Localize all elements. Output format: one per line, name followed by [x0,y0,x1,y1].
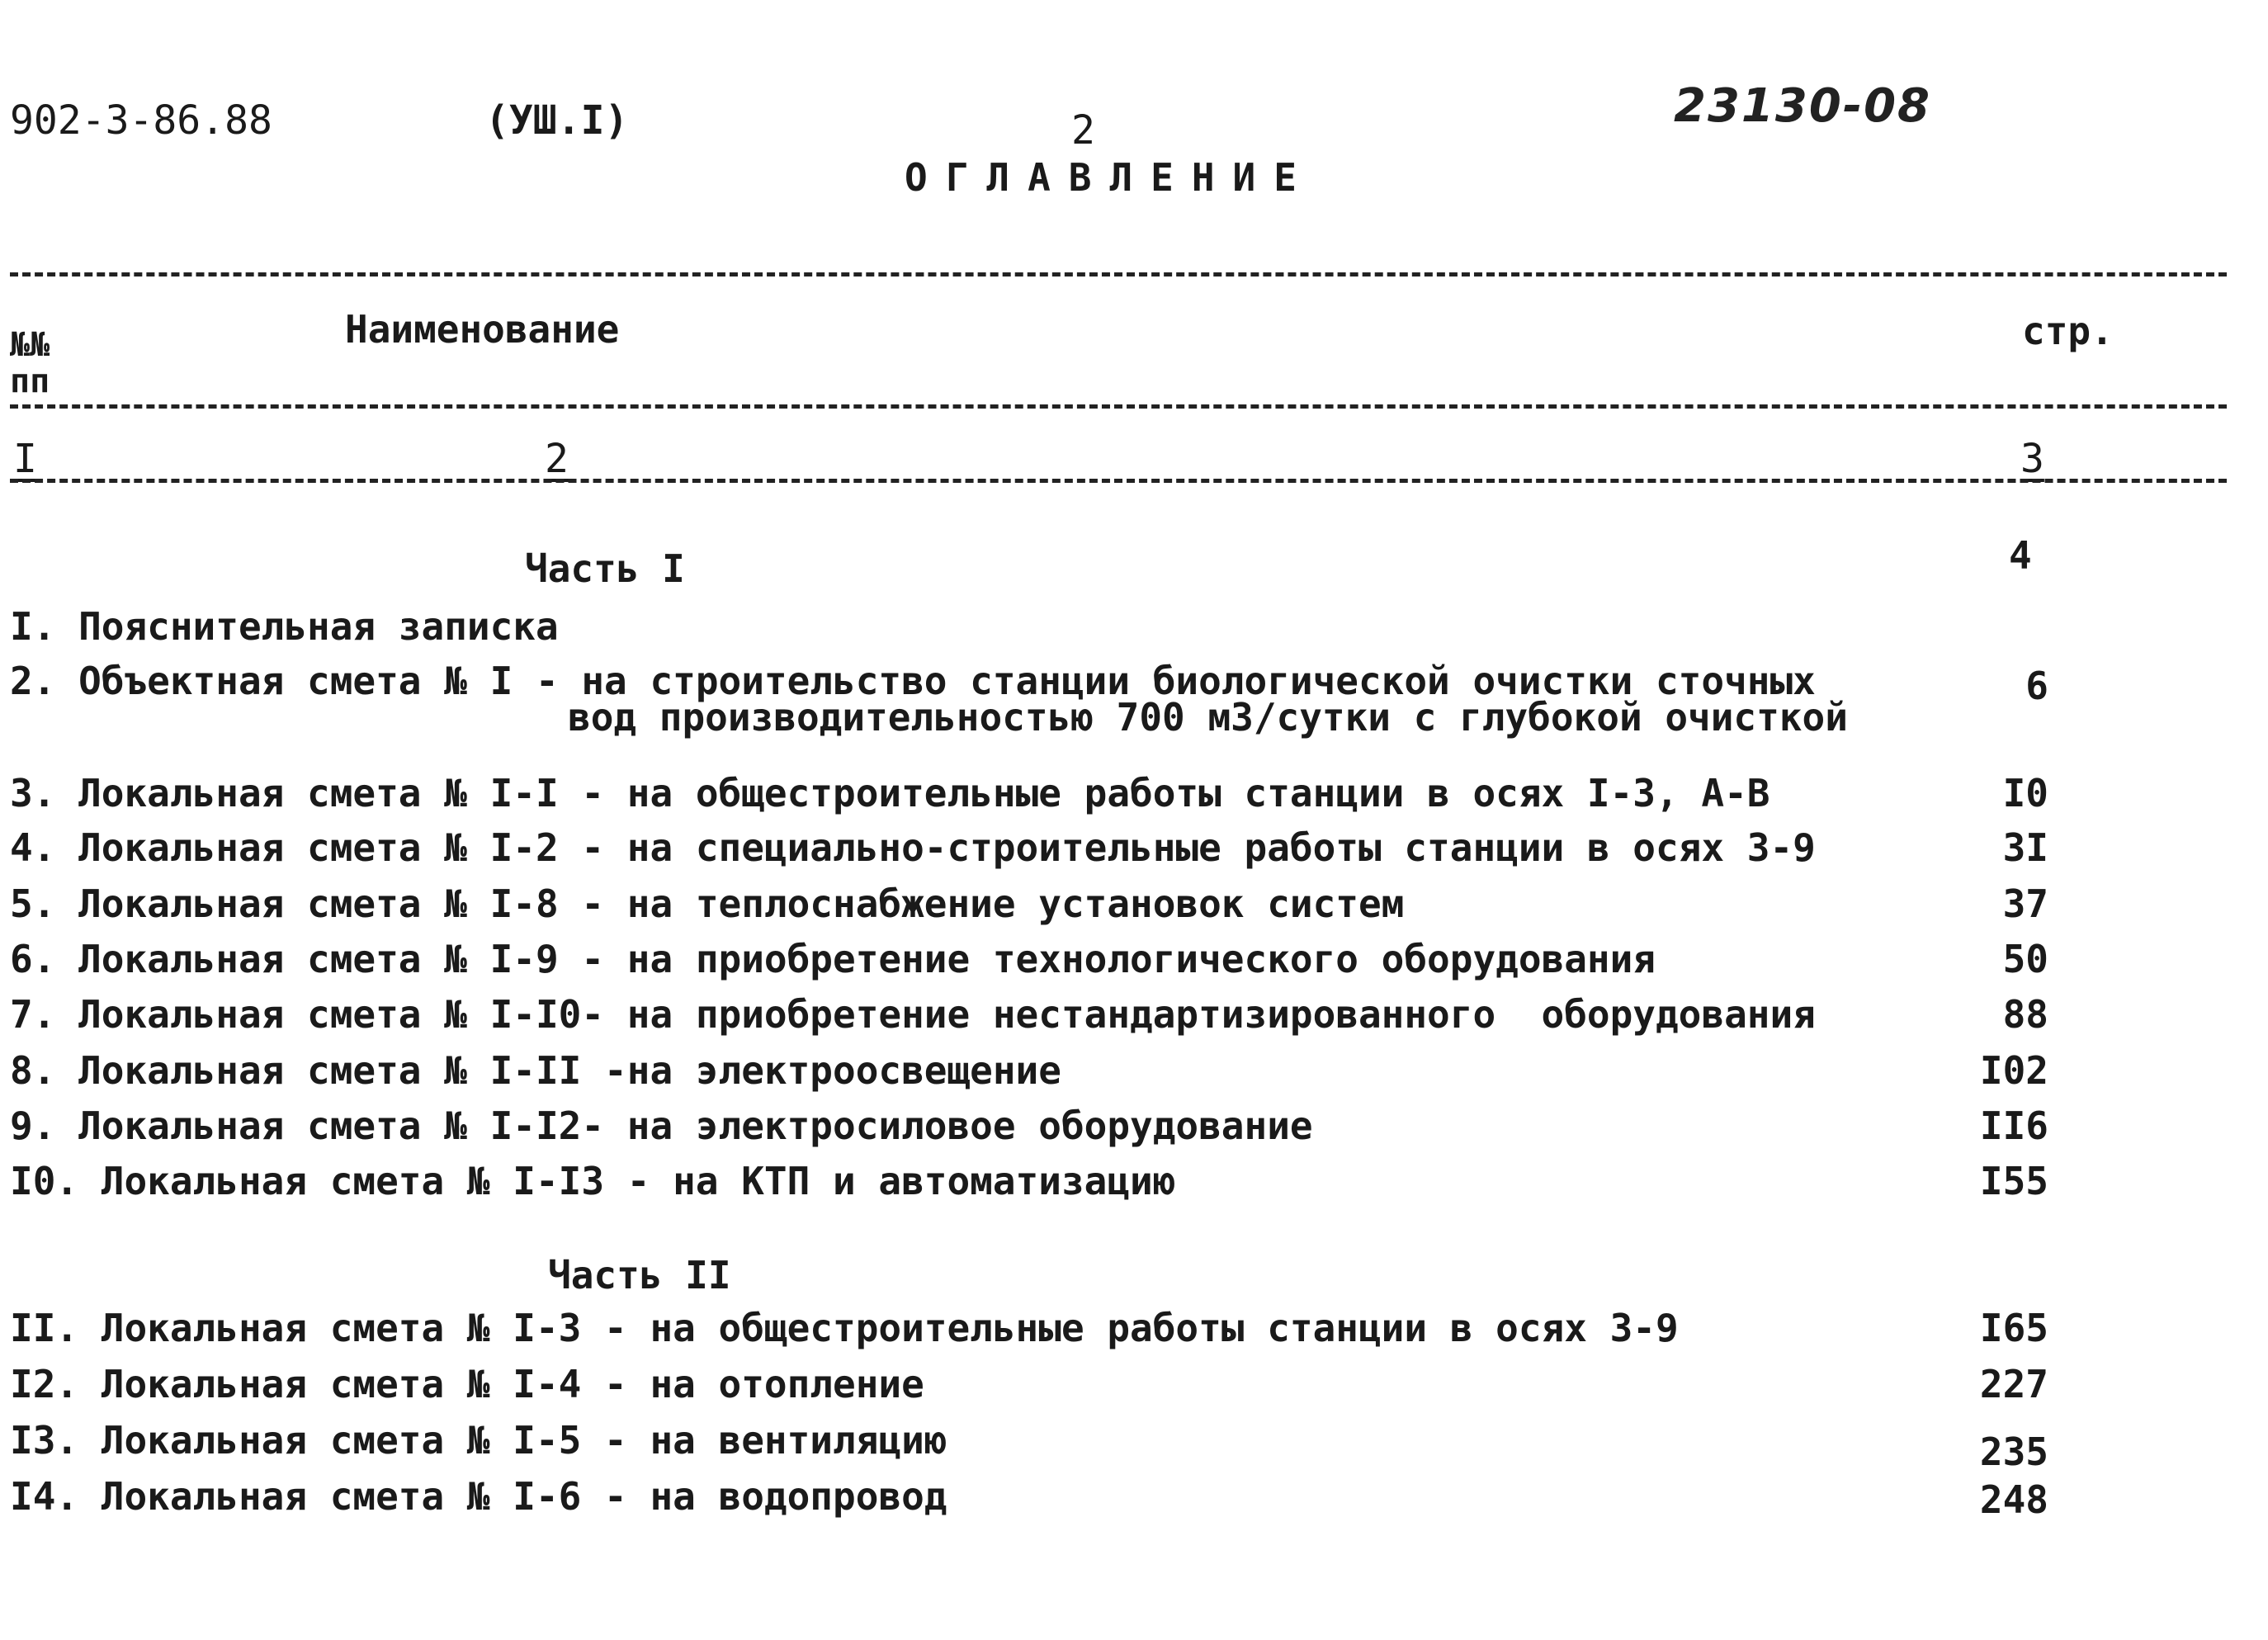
item-page: I55 [1979,1159,2048,1203]
item-page: I02 [1979,1048,2048,1093]
number-column-label [10,291,50,399]
list-item [10,1362,2230,1408]
part-2-title: Часть II [548,1253,731,1297]
item-page: I65 [1979,1306,2048,1350]
item-page: 248 [1979,1477,2048,1522]
list-item [10,1159,2230,1205]
item-page: 227 [1979,1362,2048,1406]
item-page: 6 [2025,664,2048,708]
item-page: 88 [2002,992,2048,1037]
handwritten-stamp-number: 23130-08 [1674,79,1931,133]
list-item [10,1306,2230,1352]
list-item [10,604,2230,650]
item-page: 3I [2002,825,2048,870]
item-page: II6 [1979,1104,2048,1148]
list-item [10,1104,2230,1150]
item-text: 2. Объектная смета № I - на строительство станции биологической очистки сточных [10,659,1816,703]
list-item [10,1418,2230,1474]
list-item [10,937,2230,983]
list-item [10,992,2230,1038]
document-code: 902-3-86.88 [10,97,272,144]
part-1-page: 4 [2009,533,2032,578]
item-text: 4. Локальная смета № I-2 - на специально-строительные работы станции в осях 3-9 [10,825,1816,870]
number-column-label-line1: №№ [10,326,50,364]
item-text: II. Локальная смета № I-3 - на общестроительные работы станции в осях 3-9 [10,1306,1679,1350]
item-text: 5. Локальная смета № I-8 - на теплоснабжение установок систем [10,881,1405,926]
column-number-3: 3 [2020,436,2044,482]
list-item [10,881,2230,928]
list-item [10,1048,2230,1094]
item-text-continuation: вод производительностью 700 м3/сутки с глубокой очисткой [568,695,1848,740]
item-text: I. Пояснительная записка [10,604,559,649]
list-item [10,771,2230,817]
name-column-label: Наименование [345,307,620,352]
item-text: I4. Локальная смета № I-6 - на водопровод [10,1474,947,1519]
list-item [10,825,2230,872]
item-page: I0 [2002,771,2048,815]
item-page: 50 [2002,937,2048,981]
item-text: I3. Локальная смета № I-5 - на вентиляцию [10,1418,947,1463]
item-page: 235 [1979,1430,2048,1474]
page-column-label: стр. [2022,309,2114,353]
item-text: 8. Локальная смета № I-II -на электроосвещение [10,1048,1061,1093]
column-number-1: I [13,436,37,482]
item-page: 37 [2002,881,2048,926]
item-text: 6. Локальная смета № I-9 - на приобретение технологического оборудования [10,937,1656,981]
number-column-label-line2: пп [10,362,50,400]
item-text: I2. Локальная смета № I-4 - на отопление [10,1362,924,1406]
divider-top [10,272,2227,276]
item-text: 3. Локальная смета № I-I - на общестроительные работы станции в осях I-3, А-В [10,771,1770,815]
page-number: 2 [1071,107,1095,154]
divider-bottom [10,479,2227,483]
list-item [10,1474,2230,1520]
divider-middle [10,404,2227,409]
list-item [10,659,2230,741]
item-text: I0. Локальная смета № I-I3 - на КТП и автоматизацию [10,1159,1176,1203]
column-number-2: 2 [545,436,569,482]
item-text: 7. Локальная смета № I-I0- на приобретение нестандартизированного оборудования [10,992,1816,1037]
page-title: ОГЛАВЛЕНИЕ [905,155,1315,200]
part-1-title: Часть I [525,546,685,591]
item-text: 9. Локальная смета № I-I2- на электросиловое оборудование [10,1104,1313,1148]
section-code: (УШ.I) [485,97,629,144]
